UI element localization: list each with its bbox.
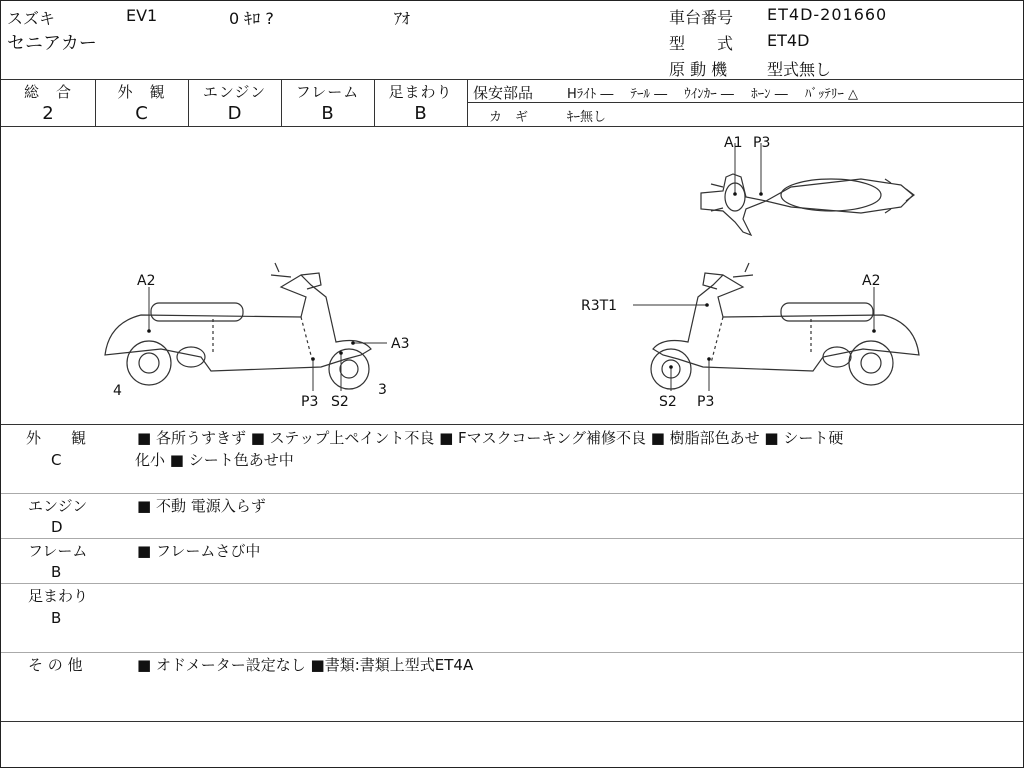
frame-no: ET4D-201660: [767, 5, 888, 24]
maker-name: スズキ: [7, 9, 56, 28]
divider: [467, 102, 1023, 103]
grade-suspension-label: 足まわり: [388, 83, 453, 101]
engine-value: 型式無し: [767, 60, 832, 79]
divider: [1, 493, 1023, 494]
detail-other-line1: ■ オドメーター設定なし ■書類:書類上型式ET4A: [137, 656, 474, 674]
grade-engine-value: D: [227, 103, 242, 124]
divider: [1, 424, 1023, 425]
scooter-top-view: [701, 174, 914, 235]
detail-engine-line1: ■ 不動 電源入らず: [137, 497, 266, 515]
detail-frame-line1: ■ フレームさび中: [137, 542, 261, 560]
key-label: カ ギ: [489, 110, 529, 125]
grade-exterior-label: 外 観: [117, 83, 166, 101]
mark-right-s2: S2: [659, 394, 677, 410]
divider: [1, 652, 1023, 653]
divider: [467, 79, 468, 126]
mileage: 0 ｷﾛ ?: [229, 9, 274, 28]
detail-engine-grade: D: [51, 518, 63, 536]
mark-left-num4: 4: [113, 383, 122, 399]
mark-left-p3: P3: [301, 394, 319, 410]
type-value: ET4D: [767, 31, 810, 50]
mark-top-a1: A1: [724, 135, 743, 151]
detail-other-label: そ の 他: [28, 656, 83, 674]
mark-left-s2: S2: [331, 394, 349, 410]
detail-suspension-grade: B: [51, 609, 62, 627]
detail-frame-label: フレーム: [28, 542, 88, 560]
mark-left-num3: 3: [378, 382, 387, 398]
model-name: EV1: [126, 6, 158, 25]
detail-exterior-line1: ■ 各所うすきず ■ ステップ上ペイント不良 ■ Fマスクコーキング補修不良 ■ 樹脂部色あせ ■ シート硬: [137, 429, 844, 447]
mark-right-p3: P3: [697, 394, 715, 410]
detail-frame-grade: B: [51, 563, 62, 581]
mark-top-p3: P3: [753, 135, 771, 151]
grade-overall-value: 2: [42, 103, 54, 124]
scooter-diagrams: [1, 127, 1023, 424]
engine-label: 原 動 機: [669, 60, 728, 79]
safety-items: Hﾗｲﾄ ― ﾃｰﾙ ― ｳｲﾝｶｰ ― ﾎｰﾝ ― ﾊﾞｯﾃﾘｰ △: [567, 87, 858, 102]
vehicle-type: セニアカー: [7, 33, 97, 54]
mark-left-a2: A2: [137, 273, 156, 289]
safety-label: 保安部品: [473, 84, 534, 102]
divider: [1, 583, 1023, 584]
frame-no-label: 車台番号: [669, 8, 734, 27]
detail-exterior-line2: 化小 ■ シート色あせ中: [135, 451, 294, 469]
mark-left-a3: A3: [391, 336, 410, 352]
color: ｱｵ: [394, 9, 411, 28]
grade-overall-label: 総 合: [23, 83, 72, 101]
divider: [1, 79, 1023, 80]
mark-right-a2: A2: [862, 273, 881, 289]
key-value: ｷｰ無し: [567, 110, 607, 125]
divider: [1, 721, 1023, 722]
detail-exterior-grade: C: [51, 451, 62, 469]
grade-frame-label: フレーム: [295, 83, 360, 101]
grade-exterior-value: C: [135, 103, 148, 124]
type-label: 型 式: [669, 34, 734, 53]
mark-right-r3t1: R3T1: [581, 298, 618, 314]
grade-suspension-value: B: [414, 103, 427, 124]
grade-frame-value: B: [321, 103, 334, 124]
divider: [1, 538, 1023, 539]
grade-engine-label: エンジン: [202, 83, 267, 101]
detail-engine-label: エンジン: [28, 497, 88, 515]
detail-suspension-label: 足まわり: [28, 587, 89, 605]
detail-exterior-label: 外 観: [26, 429, 87, 447]
